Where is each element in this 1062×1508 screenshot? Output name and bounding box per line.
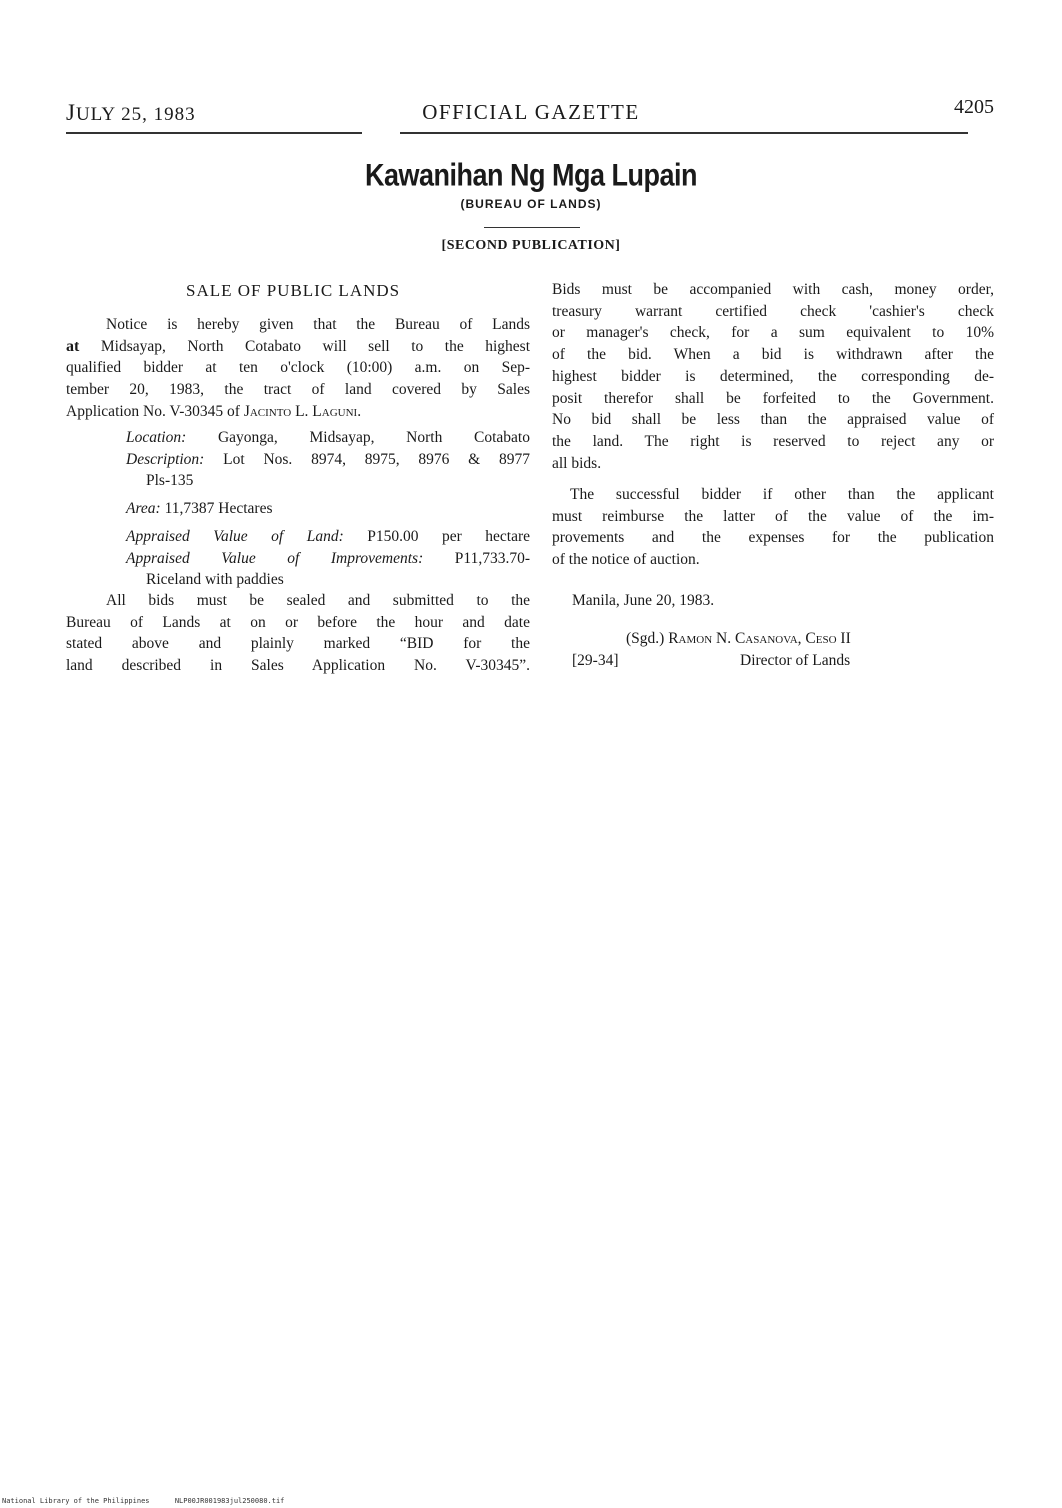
intro-line-3: qualified bidder at ten o'clock (10:00) a.m. on Sep- bbox=[66, 359, 530, 377]
improvements-line: Appraised Value of Improvements: P11,733.70- bbox=[126, 549, 530, 567]
signatory-title: Director of Lands bbox=[740, 652, 851, 669]
reimb-line-3: provements and the expenses for the publication bbox=[552, 529, 994, 547]
reimb-line-4: of the notice of auction. bbox=[552, 551, 700, 569]
scan-footer bbox=[2, 1497, 284, 1505]
reimb-line-2: must reimburse the latter of the value of the im- bbox=[552, 507, 994, 525]
req-line-3: or manager's check, for a sum equivalent to 10% bbox=[552, 324, 994, 342]
bids-line-3: stated above and plainly marked “BID for the bbox=[66, 635, 530, 653]
bids-paragraph bbox=[66, 590, 530, 677]
department-subtitle: (BUREAU OF LANDS) bbox=[460, 197, 602, 211]
intro-line-1: Notice is hereby given that the Bureau of Lands bbox=[106, 316, 530, 333]
location-line: Location: Gayonga, Midsayap, North Cotabato bbox=[126, 429, 530, 446]
notice-intro bbox=[66, 314, 531, 423]
land-details bbox=[126, 427, 530, 591]
intro-line-4: tember 20, 1983, the tract of land covered by Sales bbox=[66, 381, 530, 399]
scan-filename: NLP00JR001983jul250080.tif bbox=[174, 1497, 285, 1505]
land-value-line: Appraised Value of Land: P150.00 per hectare bbox=[126, 527, 530, 545]
library-credit: National Library of the Philippines bbox=[2, 1497, 150, 1505]
header-rule-right bbox=[400, 132, 968, 134]
reimbursement-paragraph bbox=[552, 484, 994, 571]
req-line-6: posit therefor shall be forfeited to the Government. bbox=[552, 389, 994, 407]
applicant-name: Jacinto L. Laguni. bbox=[243, 402, 362, 420]
description-line-2: Pls-135 bbox=[146, 472, 194, 490]
intro-line-5: Application No. V-30345 of Jacinto L. Laguni. bbox=[66, 402, 362, 420]
bids-line-1: All bids must be sealed and submitted to the bbox=[106, 592, 530, 609]
header-rule-left bbox=[66, 132, 362, 134]
issue-date: JULY 25, 1983 bbox=[66, 100, 196, 125]
signature-line bbox=[626, 628, 851, 650]
intro-line-2: at Midsayap, North Cotabato will sell to the highest bbox=[66, 337, 531, 355]
publication-title: OFFICIAL GAZETTE bbox=[422, 100, 640, 124]
department-title: Kawanihan Ng Mga Lupain bbox=[364, 157, 697, 193]
req-line-4: of the bid. When a bid is withdrawn after the bbox=[552, 346, 994, 364]
area-line: Area: 11,7387 Hectares bbox=[126, 500, 273, 518]
req-line-8: the land. The right is reserved to reject any or bbox=[552, 432, 994, 450]
req-line-7: No bid shall be less than the appraised value of bbox=[552, 411, 994, 429]
reimb-line-1: The successful bidder if other than the applicant bbox=[570, 486, 994, 503]
place-date: Manila, June 20, 1983. bbox=[572, 592, 715, 609]
description-line: Description: Lot Nos. 8974, 8975, 8976 & 8977 bbox=[126, 450, 530, 468]
reference-number: [29-34] bbox=[572, 652, 619, 669]
improvements-line-2: Riceland with paddies bbox=[146, 571, 284, 589]
bids-line-2: Bureau of Lands at on or before the hour and date bbox=[66, 613, 530, 631]
publication-note: [SECOND PUBLICATION] bbox=[441, 238, 621, 253]
page-number: 4205 bbox=[954, 96, 994, 118]
signatory-name: Ramon N. Casanova, Ceso II bbox=[668, 630, 851, 647]
req-line-2: treasury warrant certified check 'cashier's check bbox=[552, 302, 994, 320]
department-rule bbox=[484, 227, 580, 228]
req-line-1: Bids must be accompanied with cash, money order, bbox=[552, 281, 994, 298]
req-line-5: highest bidder is determined, the corresponding de- bbox=[552, 367, 994, 385]
req-line-9: all bids. bbox=[552, 454, 602, 472]
bid-requirements bbox=[552, 279, 994, 474]
notice-heading: SALE OF PUBLIC LANDS bbox=[186, 281, 401, 300]
sgd-label: (Sgd.) bbox=[626, 630, 665, 647]
bids-line-4: land described in Sales Application No. V-30345”. bbox=[66, 657, 530, 675]
